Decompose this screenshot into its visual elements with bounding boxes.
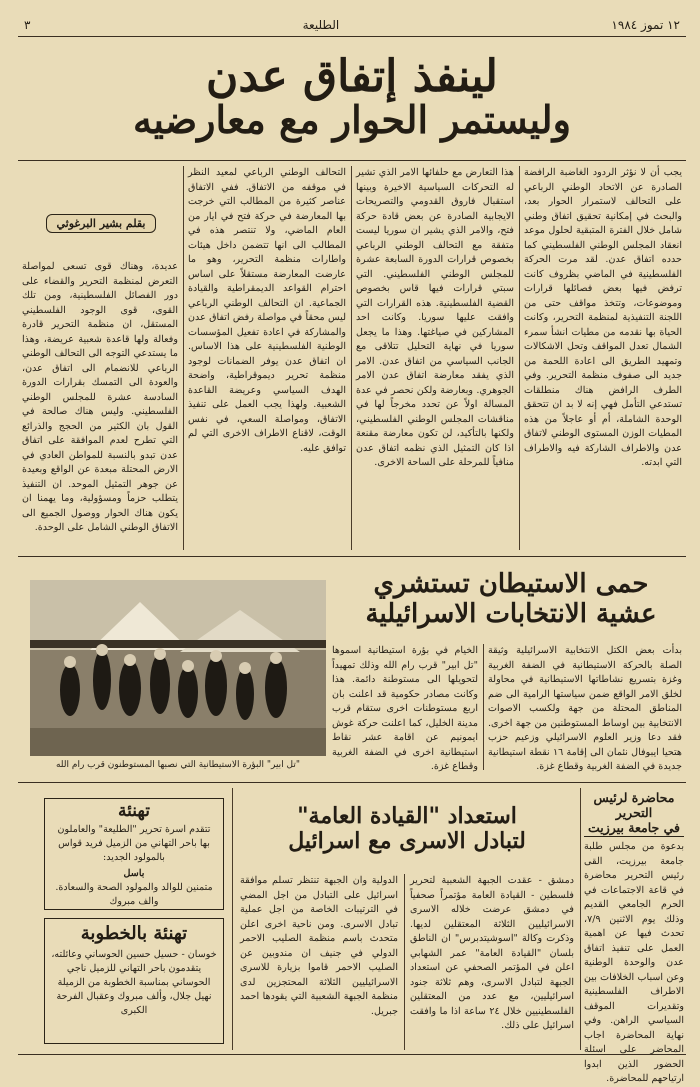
divider: [18, 1054, 686, 1055]
settlement-headline-line2: عشية الانتخابات الاسرائيلية: [365, 598, 657, 629]
divider: [18, 160, 686, 161]
main-article-col-3: التحالف الوطني الرباعي لمعيد النظر في موقفه من الاتفاق. ففي الاتفاق عناصر كثيرة من المطالب التي خرجت بها المعارضة في حركة فتح في ايار من العام الماضي، ولا تنتصر هذه في المطالب الى انها تتضمن داخل هيئات واطارات منظمة التحرير، وهو ما عارضت المعارضة مستقلاً على اساس احترام القواعد الديمقراطية والقيادة الجماعية. ان التحالف الوطني الرباعي ليس محقاً في مواصلة رفض اتفاق عدن والمشاركة في اعادة تفعيل المؤسسات الوطنية الفلسطينية على هذا الاساس. ان اتفاق عدن يوفر الضمانات لوجود منظمة تحرير ديموقراطية، واضحة الهدف السياسي وعريضة القاعدة الشعبية. ولهذا يجب العمل على تنفيذ الاتفاق، ومواصلة السعي، في نفس الوقت، لاقناع الاطراف الاخرى التي لم توافق عليه.: [188, 167, 346, 454]
page-number: ٣: [24, 18, 31, 32]
lecture-header: [584, 790, 684, 837]
masthead-name: الطليعة: [302, 18, 340, 32]
congratulations-text: تتقدم اسرة تحرير "الطليعة" والعاملون بها باحر التهاني من الزميل فريد قواس بالمولود الجديد:: [57, 824, 211, 863]
column-rule: [183, 166, 184, 550]
main-headline-line1: لينفذ إتفاق عدن: [206, 51, 498, 102]
main-article-col-2: هذا التعارض مع حلفائها الامر الذي تشير له التحركات السياسية الاخيرة وبينها استقبال فاروق القدومي والتصريحات الايجابية الصادرة عن بعض قادة حركة فتح، والامر الذي يشير ان سوريا ليست متفقة مع التحالف الوطني الرباعي بخصوص قرارات الدورة السابعة عشرة للمجلس الوطني الفلسطيني. التي سبتي قرارات فيها قاس بخصوص القضية الفلسطينية. هذه القرارات التي وافقت عليها سوريا. وكانت احد المشاركين في صياغتها. وهذا ما يجعل سوريا في نهاية التحليل تتلاقى مع الجانب السياسي من اتفاق عدن. الامر الذي يفقد معارضة اتفاق عدن الامر الجوهري. وبعارضة ولكن نحصر في عدة المسالة اولاً عن تحدد مخرجاً لها في مناقشات المجلس الوطني الفلسطيني، ولكنها بالتأكيد، لن تكون معارضة مقنعة اذا كان التمثيل الذي نظمه اتفاق عدن منافياً للمرحلة على الساحة الاخرى.: [356, 167, 514, 468]
main-article-col-4: عديدة، وهناك قوى تسعى لمواصلة التعرض لمنظمة التحرير والقضاء على دور الفصائل الفلسطينية، ومن تلك القوى، قوى الوجود الفلسطيني المستقل، ان منظمة التحرير قادرة وفعالة ولها قاعدة شعبية عريضة، وهذا ما يستدعي التوجه الى التحالف الوطني الرباعي للانضمام الى اتفاق عدن، والعودة الى التمسك بقرارات الدورة السادسة عشرة للمجلس الوطني الفلسطيني. وليس هناك صالحة في القول بان الكثير من الحجج والذرائع التي تطرح لعدم الموافقة على اتفاق عدن تبدو بالنسبة للمواطن العادي في الارض المحتلة مبعدة عن الواقع وبعيدة عن جوهر التمثيل الموحد. ان التنفيذ يتطلب حزماً ومسؤولية، وما يهمنا ان يكون هناك الحوار ووصول الجميع الى الاتفاق الوطني الشامل على الوحدة.: [22, 261, 178, 533]
column-rule: [483, 644, 484, 770]
main-headline-line2: وليستمر الحوار مع معارضيه: [133, 97, 571, 143]
settlement-headline-line1: حمى الاستيطان تستشري: [373, 569, 649, 599]
issue-date: ١٢ تموز ١٩٨٤: [611, 18, 680, 32]
congratulations-box: [44, 798, 224, 910]
main-article-col-1: يجب أن لا نؤثر الردود الغاضبة الرافضة الصادرة عن الاتحاد الوطني الرباعي على التحالف لاستمرار الحوار بعد، والبحث في إمكانية تحقيق اتفاق وطني شامل خلال الفترة المتبقية لحلول موعد انعقاد المجلس الوطني الفلسطيني كما حدده اتفاق عدن. لقد مرت الحركة الفلسطينية في الماضي بظروف كانت ترفض فيها بعض فصائلها قرارات وموضوعات، وتتخذ مواقف حتى من اللجنة التنفيذية لمنظمة التحرير، وكانت الحياة بها نقدمه من مطيات انشأ سمرء الشمال تعدل المواقف وتحل الاشكالات وتمهيد الطريق الى اعادة اللحمة من جديد الى صفوف منظمة التحرير. وفي الطرف الرافض هناك منطلقات تستدعي التأمل فهي إنه لا بد ان تتحقق الوحدة الشاملة، أم أو عاجلاً من هذه المطيات الوزن المستوى الوطني لاتفاق عدن والاطراف الشاركة فيه والاطراف التي ابدته.: [524, 167, 682, 468]
congratulations-title: تهنئة: [118, 801, 150, 821]
column-rule: [519, 166, 520, 550]
author-byline: بقلم بشير البرغوثي: [46, 214, 156, 233]
divider: [18, 782, 686, 783]
settlement-headline: [336, 570, 686, 630]
prisoner-col-1: دمشق - عقدت الجبهة الشعبية لتحرير فلسطين - القيادة العامة مؤتمراً صحفياً في دمشق عرضت خلاله الاسرى الاسرائيليين الثلاثة المعتقلين لديها. وذكرت وكالة "اسوشيتدبرس" ان الناطق بلسان "القيادة العامة" عمر الشهابي اعلن في المؤتمر الصحفي عن استعداد الجبهة لتبادل الاسرى، وهم ثلاثة جنود اسرائيليين، مع عدد من المعتقلين الفلسطينيين خلال ٢٤ ساعة اذا ما وافقت اسرائيل على ذلك.: [410, 875, 575, 1031]
settlement-col-1: بدأت بعض الكتل الانتخابية الاسرائيلية وثيقة الصلة بالحركة الاستيطانية في الضفة الغربية وغزة بتسريع نشاطاتها الاستيطانية في محاولة لخلق الامر الواقع ضمن سياستها الرامية الى ضم المناطق المحتلة من جهة ولكسب الاصوات الانتخابية بين اوساط المستوطنين من جهة اخرى. فقد دعا وزير العلوم الاسرائيلي وزعيم حزب هتحيا ايبوفال نئمان الى إقامة ١٦ نقطة استيطانية جديدة في الضفة الغربية وقطاع غزة.: [488, 645, 682, 772]
lecture-title-line2: في جامعة بيرزيت: [588, 820, 680, 835]
congratulations-wish: متمنين للوالد والمولود الصحة والسعادة. والف مبروك: [55, 882, 213, 907]
prisoner-headline-line2: لتبادل الاسرى مع اسرائيل: [288, 828, 526, 855]
column-rule: [404, 874, 405, 1050]
page-header: [18, 14, 686, 37]
main-headline: [18, 51, 686, 143]
lecture-title-line1: محاضرة لرئيس التحرير: [593, 790, 675, 820]
photo-caption: "تل ابير" البؤرة الاستيطانية التي نصبها المستوطنون قرب رام الله: [55, 760, 301, 770]
prisoner-headline: [240, 804, 574, 855]
settlement-photo-image: [30, 580, 326, 756]
engagement-box: [44, 918, 224, 1044]
newspaper-page: [18, 14, 686, 1084]
newborn-name: باسل: [123, 868, 145, 879]
engagement-text: خوسان - حسيل حسين الحوساني وعائلته، يتقدمون باحر التهاني للزميل ناجي الحوساني بمناسبة الخطوبة من الزميلة نهيل جلال، وألف مبروك وعقبال الفرحة الكبرى: [51, 949, 217, 1016]
lecture-article: بدعوة من مجلس طلبة جامعة بيرزيت، القى رئيس التحرير محاضرة في قاعة الاجتماعات في الحرم الجامعي القديم وذلك يوم الاثنين ٧/٩، تحدث فيها عن اهمية العمل على تنفيذ اتفاق عدن والوحدة الوطنية وعن اسباب الخلافات بين الاطراف الفلسطينية وتقديرات الموقف السياسي الراهن. وفي نهاية المحاضرة اجاب المحاضر على اسئلة الحضور الذين ابدوا ارتياحهم للمحاضرة.: [584, 841, 684, 1084]
divider: [18, 556, 686, 557]
prisoner-col-2: الدولية وان الجبهة تنتظر تسلم موافقة اسرائيل على التبادل من اجل المضي في الترتيبات الخاصة من اجل عملية تبادل الاسرى. ومن ناحية اخرى اعلن متحدث باسم منظمة الصليب الاحمر الدولي في جنيف ان مندوبين عن الصليب الاحمر قاموا بزيارة للاسرى الاسرائيليين الثلاثة المحتجزين لدى منظمة الجبهة الشعبية التي يقودها احمد جبريل.: [240, 875, 398, 1017]
column-rule: [580, 788, 581, 1050]
prisoner-headline-line1: استعداد "القيادة العامة": [297, 803, 517, 829]
settlement-photo: [30, 580, 326, 756]
column-rule: [232, 788, 233, 1050]
engagement-title: تهنئة بالخطوبة: [80, 923, 188, 944]
column-rule: [351, 166, 352, 550]
settlement-col-2: الخيام في بؤرة استيطانية اسموها "تل ابير" قرب رام الله وذلك تمهيداً لتحويلها الى مستوطنة دائمة. هذا وكانت مصادر حكومية قد اعلنت بان اربع مستوطنات اخرى ستقام قرب مدينة الخليل، كما اعلنت حركة غوش ايمونيم عن اقامة عشر نقاط استيطانية اخرى في الضفة الغربية وقطاع غزة.: [332, 645, 478, 772]
